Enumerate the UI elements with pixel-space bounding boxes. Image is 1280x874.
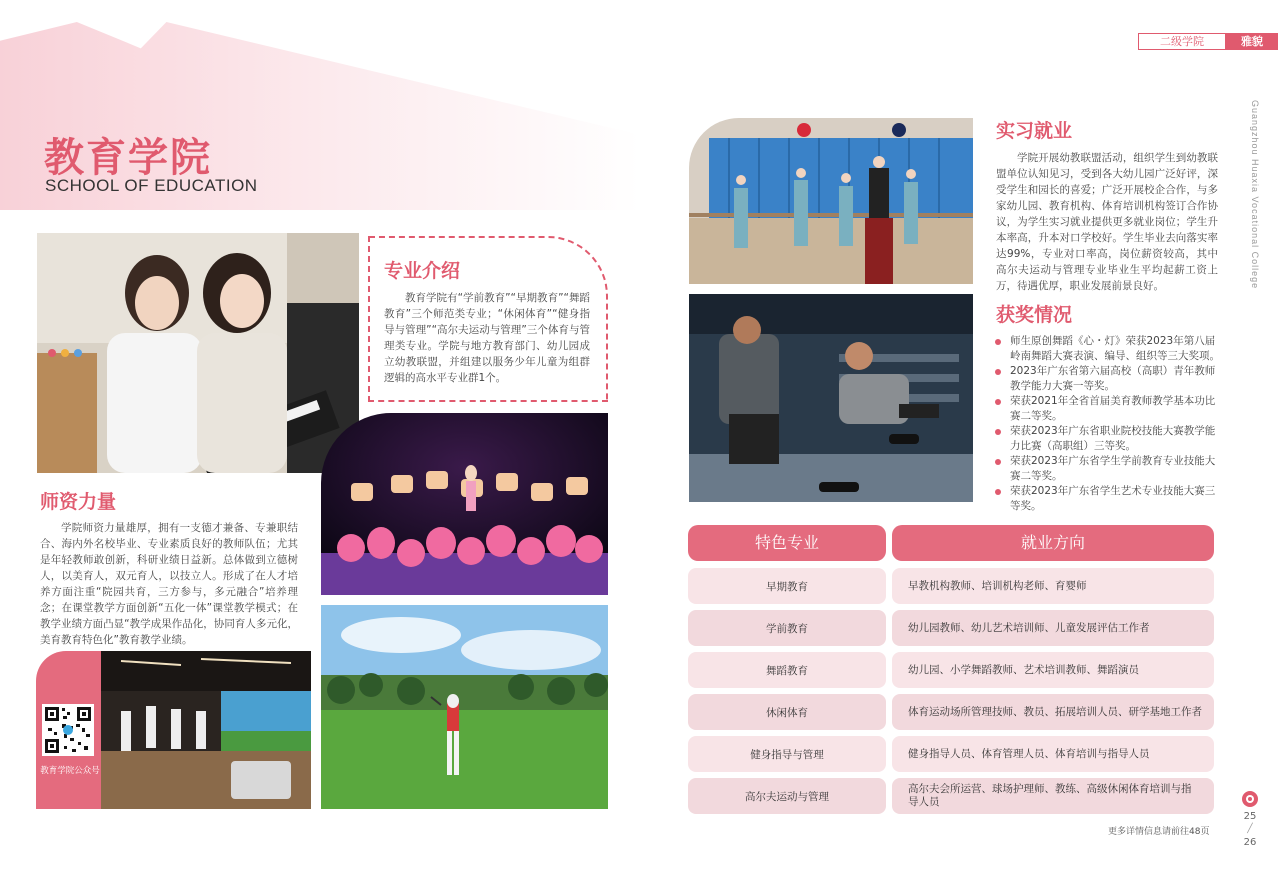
table-cell-jobs: 幼儿园教师、幼儿艺术培训师、儿童发展评估工作者: [892, 610, 1214, 646]
table-cell-major: 学前教育: [688, 610, 886, 646]
internship-title: 实习就业: [996, 120, 1073, 142]
college-emblem-icon: [1241, 790, 1259, 808]
dance-performance-photo: [321, 413, 608, 595]
tag-left-label: 二级学院: [1138, 33, 1226, 50]
table-cell-jobs: 早教机构教师、培训机构老师、育婴师: [892, 568, 1214, 604]
dance-class-photo: [689, 118, 973, 284]
major-intro-title: 专业介绍: [384, 260, 461, 282]
table-cell-jobs: 体育运动场所管理技师、教员、拓展培训人员、研学基地工作者: [892, 694, 1214, 730]
qr-label: 教育学院公众号: [40, 766, 100, 776]
table-cell-jobs: 高尔夫会所运营、球场护理师、教练、高级休闲体育培训与指导人员: [892, 778, 1214, 814]
award-item: 荣获2023年广东省学生艺术专业技能大赛三等奖。: [994, 484, 1220, 514]
golf-course-photo: [321, 605, 608, 809]
section-tag: [1138, 33, 1278, 50]
more-info-note: 更多详情信息请前往48页: [1108, 827, 1210, 837]
table-cell-major: 高尔夫运动与管理: [688, 778, 886, 814]
college-name-vertical: Guangzhou Huaxia Vocational College: [1250, 100, 1260, 290]
table-header-major: 特色专业: [688, 525, 886, 561]
award-item: 2023年广东省第六届高校（高职）青年教师教学能力大赛一等奖。: [994, 364, 1220, 394]
table-cell-major: 健身指导与管理: [688, 736, 886, 772]
piano-lesson-photo: [37, 233, 359, 473]
internship-text: 学院开展幼教联盟活动，组织学生到幼教联盟单位认知见习，受到各大幼儿园广泛好评，深受学生和园长的喜爱；广泛开展校企合作，与多家幼儿园、教育机构、体育培训机构签订合作协议，为学生实习就业提供更多就业岗位；学生升本率高，升本对口学校好。学生毕业去向落实率达99%，专业对口率高，岗位薪资较高，其中高尔夫运动与管理专业毕业生平均起薪工资上万，待遇优厚，职业发展前景良好。: [996, 152, 1218, 292]
page-number: [1240, 810, 1260, 849]
awards-title: 获奖情况: [996, 304, 1073, 326]
award-item: 荣获2023年广东省学生学前教育专业技能大赛二等奖。: [994, 454, 1220, 484]
table-cell-jobs: 幼儿园、小学舞蹈教师、艺术培训教师、舞蹈演员: [892, 652, 1214, 688]
major-intro-text: 教育学院有“学前教育”“早期教育”“舞蹈教育”三个师范类专业；“休闲体育”“健身指导与管理”“高尔夫运动与管理”三个体育与管理类专业。学院与地方教育部门、幼儿园成立幼教联盟，并组建以服务少年儿童为组群逻辑的高水平专业群1个。: [384, 292, 590, 384]
page-number-top: 25: [1243, 811, 1257, 822]
award-item: 荣获2021年全省首届美育教师教学基本功比赛二等奖。: [994, 394, 1220, 424]
table-header-jobs: 就业方向: [892, 525, 1214, 561]
page-number-divider: ╱: [1247, 824, 1253, 834]
table-cell-major: 休闲体育: [688, 694, 886, 730]
faculty-title: 师资力量: [40, 491, 117, 513]
page-number-bottom: 26: [1243, 837, 1257, 848]
award-item: 荣获2023年广东省职业院校技能大赛教学能力比赛（高职组）三等奖。: [994, 424, 1220, 454]
table-cell-jobs: 健身指导人员、体育管理人员、体育培训与指导人员: [892, 736, 1214, 772]
awards-list: [994, 334, 1220, 514]
sports-simulator-photo: [101, 651, 311, 809]
table-cell-major: 舞蹈教育: [688, 652, 886, 688]
award-item: 师生原创舞蹈《心・灯》荣获2023年第八届岭南舞蹈大赛表演、编导、组织等三大奖项。: [994, 334, 1220, 364]
page-title: 教育学院: [44, 135, 212, 181]
faculty-text: 学院师资力量雄厚，拥有一支德才兼备、专兼职结合、海内外名校毕业、专业素质良好的教师队伍；尤其是年轻教师敢创新，科研业绩日益新。总体做到立德树人，以美育人，双元育人，以技立人。形成了在人才培养方面注重“院园共育，三方参与，多元融合”培养理念；在课堂教学方面创新“五化一体”课堂教学模式；在教学业绩方面凸显“教学成果作品化，协同育人多元化，美育教育特色化”教育教学业绩。: [40, 522, 298, 646]
qr-code-icon[interactable]: [42, 704, 94, 756]
tag-right-label: 雅貌: [1226, 33, 1278, 50]
fitness-training-photo: [689, 294, 973, 502]
page-subtitle: SCHOOL OF EDUCATION: [45, 176, 258, 195]
table-cell-major: 早期教育: [688, 568, 886, 604]
